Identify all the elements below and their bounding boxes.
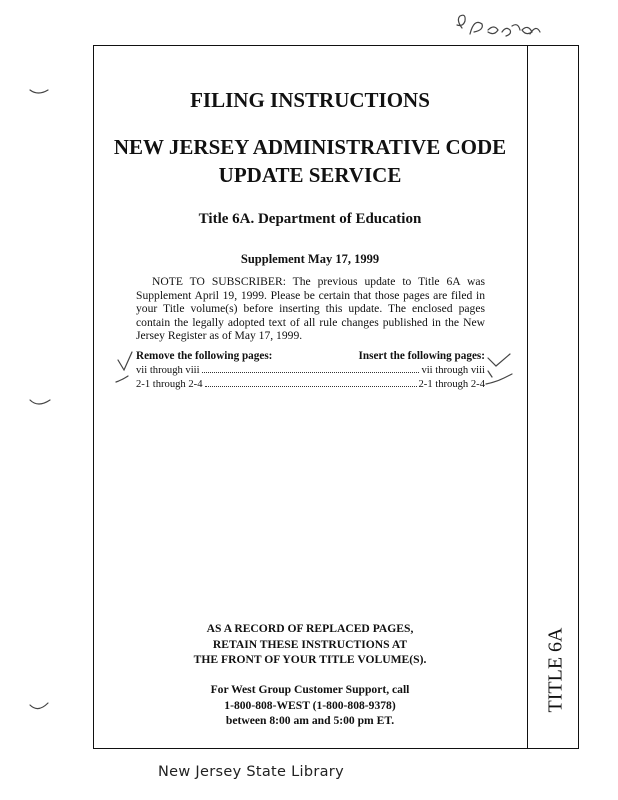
code-title-line1: NEW JERSEY ADMINISTRATIVE CODE	[113, 135, 507, 159]
support-line1: For West Group Customer Support, call	[210, 683, 410, 696]
support-hours: between 8:00 am and 5:00 pm ET.	[225, 714, 395, 728]
record-notice-line3: THE FRONT OF YOUR TITLE VOLUME(S).	[193, 653, 427, 666]
supplement-date: Supplement May 17, 1999	[240, 252, 380, 266]
remove-pages: 2-1 through 2-4	[136, 379, 203, 390]
insert-pages: 2-1 through 2-4	[418, 379, 485, 390]
title-tab-label: TITLE 6A	[544, 627, 567, 713]
library-stamp: New Jersey State Library	[158, 764, 344, 780]
check-mark-icon	[488, 371, 492, 377]
title-subtitle: Title 6A. Department of Education	[198, 211, 422, 227]
handwritten-note	[457, 15, 540, 36]
support-phone: 1-800-808-WEST (1-800-808-9378)	[224, 698, 396, 712]
check-mark-icon	[116, 376, 128, 382]
record-notice-line2: RETAIN THESE INSTRUCTIONS AT	[212, 637, 408, 651]
insert-pages: vii through viii	[421, 365, 485, 376]
hole-mark	[30, 703, 48, 709]
remove-pages: vii through viii	[136, 365, 200, 376]
check-mark-icon	[488, 354, 510, 366]
hole-mark	[30, 90, 48, 93]
document-heading: FILING INSTRUCTIONS	[190, 88, 430, 112]
insert-header: Insert the following pages:	[358, 350, 485, 362]
remove-header: Remove the following pages:	[136, 350, 273, 362]
check-mark-icon	[486, 374, 512, 384]
record-notice-line1: AS A RECORD OF REPLACED PAGES,	[206, 622, 414, 635]
code-title-line2: UPDATE SERVICE	[218, 163, 402, 187]
subscriber-note-text: NOTE TO SUBSCRIBER: The previous update to Title 6A was Supplement April 19, 1999. Please be certain that those pages are filed in your Title volume(s) before inserting this update. The enclosed pages contain the legally adopted text of all rule changes published in the New Jersey Register as of May 17, 1999.	[136, 275, 485, 343]
hole-mark	[30, 400, 50, 404]
check-mark-icon	[118, 352, 132, 370]
